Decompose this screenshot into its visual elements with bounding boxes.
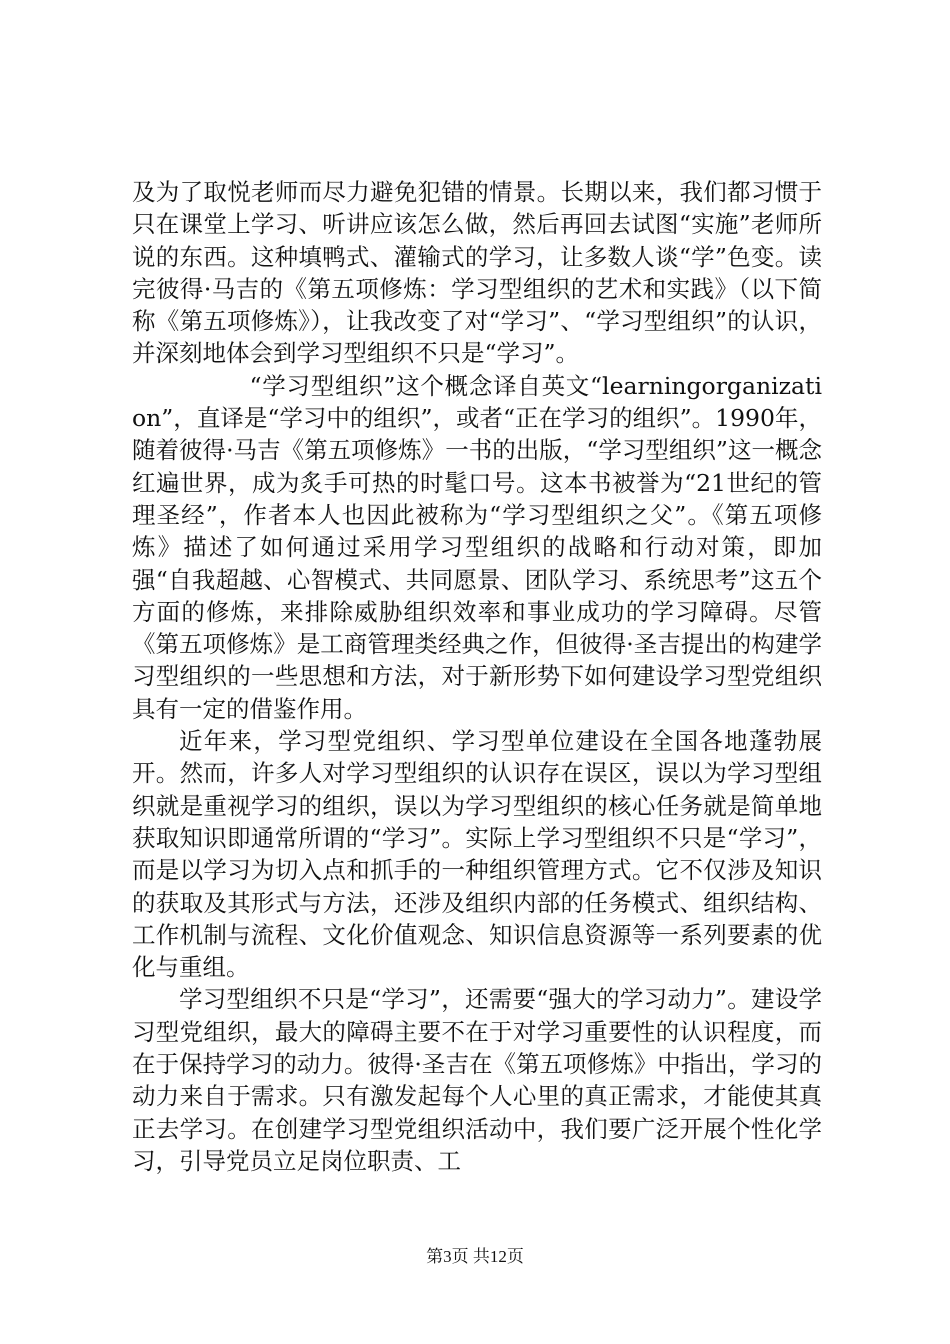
- page-number-footer: 第3页 共12页: [426, 1247, 524, 1266]
- paragraph-2: “学习型组织”这个概念译自英文“learningorganization”，直译是“学习中的组织”，或者“正在学习的组织”。1990年，随着彼得·马吉《第五项修炼》一书的出版，“学习型组织”这一概念红遍世界，成为炙手可热的时髦口号。这本书被誉为“21世纪的管理圣经”，作者本人也因此被称为“学习型组织之父”。《第五项修炼》描述了如何通过采用学习型组织的战略和行动对策，即加强“自我超越、心智模式、共同愿景、团队学习、系统思考”这五个方面的修炼，来排除威胁组织效率和事业成功的学习障碍。尽管《第五项修炼》是工商管理类经典之作，但彼得·圣吉提出的构建学习型组织的一些思想和方法，对于新形势下如何建设学习型党组织具有一定的借鉴作用。: [132, 371, 822, 723]
- paragraph-1: 及为了取悦老师而尽力避免犯错的情景。长期以来，我们都习惯于只在课堂上学习、听讲应该怎么做，然后再回去试图“实施”老师所说的东西。这种填鸭式、灌输式的学习，让多数人谈“学”色变。读完彼得·马吉的《第五项修炼：学习型组织的艺术和实践》（以下简称《第五项修炼》），让我改变了对“学习”、“学习型组织”的认识，并深刻地体会到学习型组织不只是“学习”。: [132, 178, 822, 368]
- document-body: [132, 176, 822, 1177]
- paragraph-4: 学习型组织不只是“学习”，还需要“强大的学习动力”。建设学习型党组织，最大的障碍主要不在于对学习重要性的认识程度，而在于保持学习的动力。彼得·圣吉在《第五项修炼》中指出，学习的动力来自于需求。只有激发起每个人心里的真正需求，才能使其真正去学习。在创建学习型党组织活动中，我们要广泛开展个性化学习，引导党员立足岗位职责、工: [132, 985, 822, 1175]
- paragraph-3: 近年来，学习型党组织、学习型单位建设在全国各地蓬勃展开。然而，许多人对学习型组织的认识存在误区，误以为学习型组织就是重视学习的组织，误以为学习型组织的核心任务就是简单地获取知识即通常所谓的“学习”。实际上学习型组织不只是“学习”，而是以学习为切入点和抓手的一种组织管理方式。它不仅涉及知识的获取及其形式与方法，还涉及组织内部的任务模式、组织结构、工作机制与流程、文化价值观念、知识信息资源等一系列要素的优化与重组。: [132, 727, 822, 982]
